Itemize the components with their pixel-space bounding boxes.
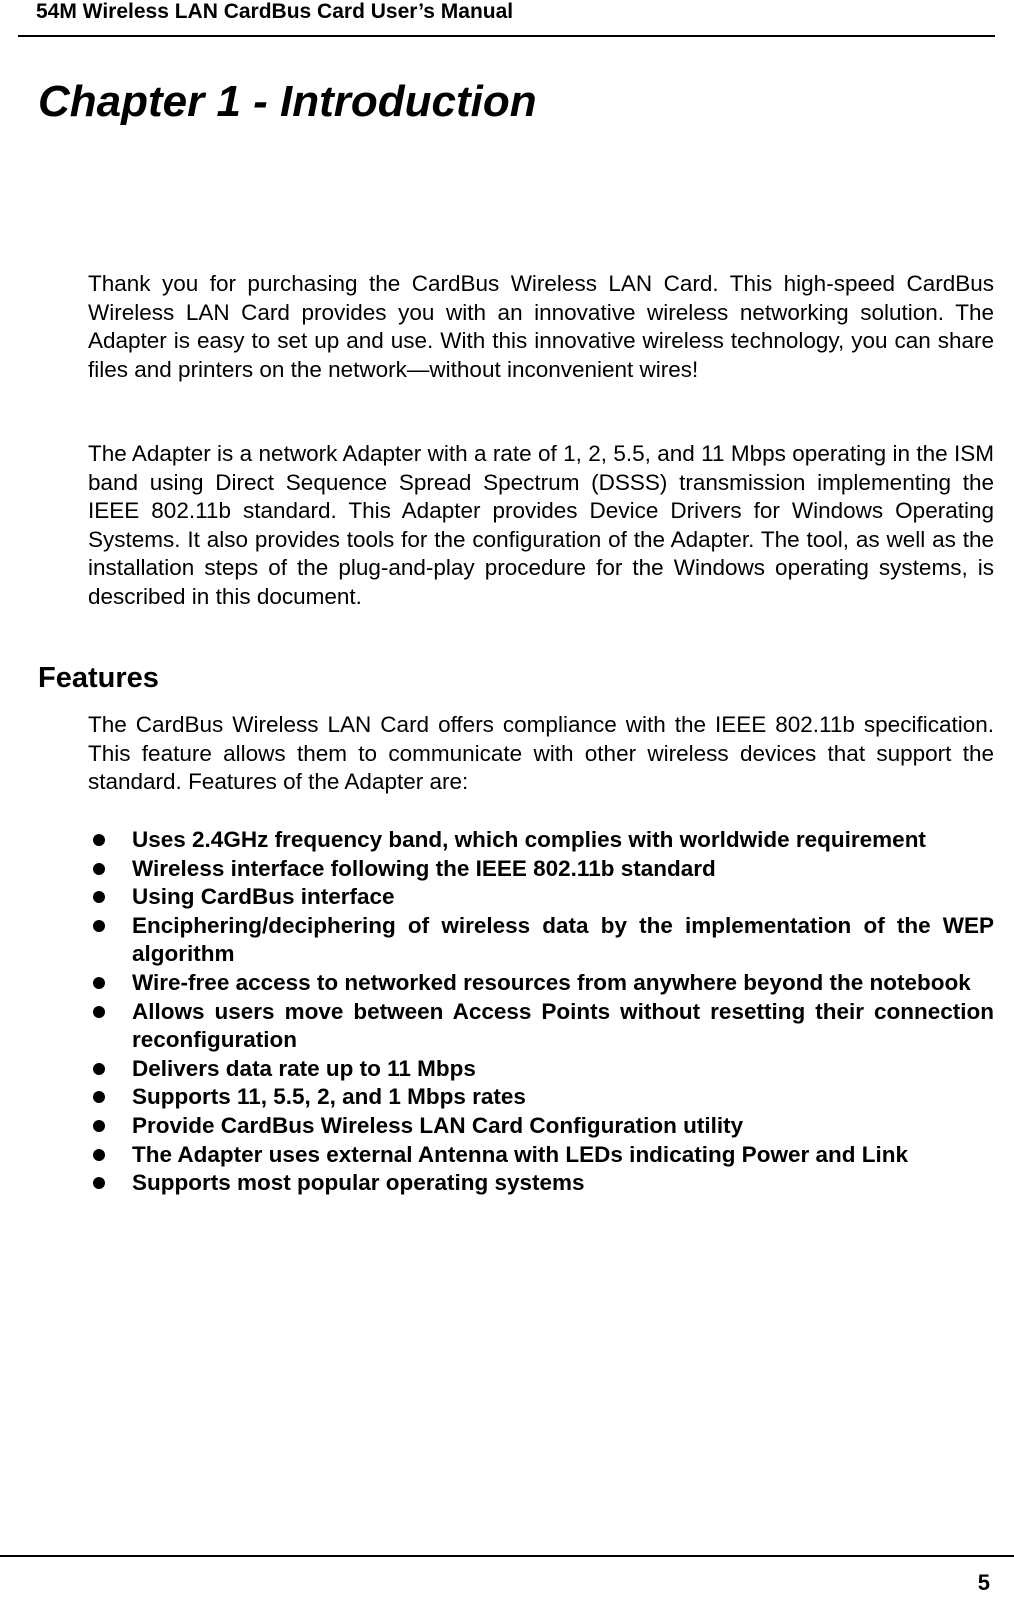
header-divider	[18, 35, 995, 37]
bullet-icon	[93, 863, 105, 875]
feature-item-text: Uses 2.4GHz frequency band, which complies with worldwide requirement	[132, 827, 926, 852]
intro-paragraph-1: Thank you for purchasing the CardBus Wireless LAN Card. This high-speed CardBus Wireless LAN Card provides you with an innovative wireless networking solution. The Adapter is easy to set up and use. With this innovative wireless technology, you can share files and printers on the network—without inconvenient wires!	[88, 271, 994, 382]
feature-item	[0, 998, 994, 1055]
feature-item	[0, 826, 994, 855]
feature-item	[0, 883, 994, 912]
feature-item-text: Wireless interface following the IEEE 802.11b standard	[132, 855, 716, 881]
feature-item	[0, 855, 994, 884]
bullet-icon	[93, 1149, 105, 1161]
feature-item-text: Enciphering/deciphering of wireless data by the implementation of the WEP algorithm	[132, 912, 994, 967]
feature-item-text: Allows users move between Access Points without resetting their connection reconfiguration	[132, 998, 994, 1053]
bullet-icon	[93, 920, 105, 932]
feature-item	[0, 1083, 994, 1112]
features-list	[0, 826, 1014, 1198]
features-heading: Features	[38, 662, 159, 694]
running-header: 54M Wireless LAN CardBus Card User’s Manual	[36, 0, 514, 23]
feature-item	[0, 912, 994, 969]
feature-item	[0, 1169, 994, 1198]
bullet-icon	[93, 1063, 105, 1075]
bullet-icon	[93, 1120, 105, 1132]
page-number: 5	[977, 1570, 990, 1595]
feature-item	[0, 1141, 994, 1170]
feature-item-text: Supports 11, 5.5, 2, and 1 Mbps rates	[132, 1084, 526, 1110]
bullet-icon	[93, 977, 105, 989]
intro-paragraph-2: The Adapter is a network Adapter with a rate of 1, 2, 5.5, and 11 Mbps operating in the ISM band using Direct Sequence Spread Spectrum (DSSS) transmission implementing the IEEE 802.11b standard. This Adapter provides Device Drivers for Windows Operating Systems. It also provides tools for the configuration of the Adapter. The tool, as well as the installation steps of the plug-and-play procedure for the Windows operating systems, is described in this document.	[88, 441, 994, 609]
feature-item-text: Delivers data rate up to 11 Mbps	[132, 1055, 476, 1081]
feature-item	[0, 1055, 994, 1084]
feature-item-text: Supports most popular operating systems	[132, 1170, 585, 1196]
bullet-icon	[93, 834, 105, 846]
feature-item-text: Provide CardBus Wireless LAN Card Configuration utility	[132, 1112, 744, 1138]
bullet-icon	[93, 891, 105, 903]
feature-item-text: Wire-free access to networked resources from anywhere beyond the notebook	[132, 969, 971, 995]
chapter-title: Chapter 1 - Introduction	[38, 77, 537, 126]
feature-item	[0, 1112, 994, 1141]
bullet-icon	[93, 1177, 105, 1189]
bullet-icon	[93, 1006, 105, 1018]
feature-item-text: Using CardBus interface	[132, 884, 395, 910]
bullet-icon	[93, 1091, 105, 1103]
features-intro-paragraph: The CardBus Wireless LAN Card offers compliance with the IEEE 802.11b specification. This feature allows them to communicate with other wireless devices that support the standard. Features of the Adapter are:	[88, 712, 994, 795]
footer-divider	[0, 1555, 1014, 1557]
feature-item-text: The Adapter uses external Antenna with LEDs indicating Power and Link	[132, 1141, 908, 1167]
feature-item	[0, 969, 994, 998]
